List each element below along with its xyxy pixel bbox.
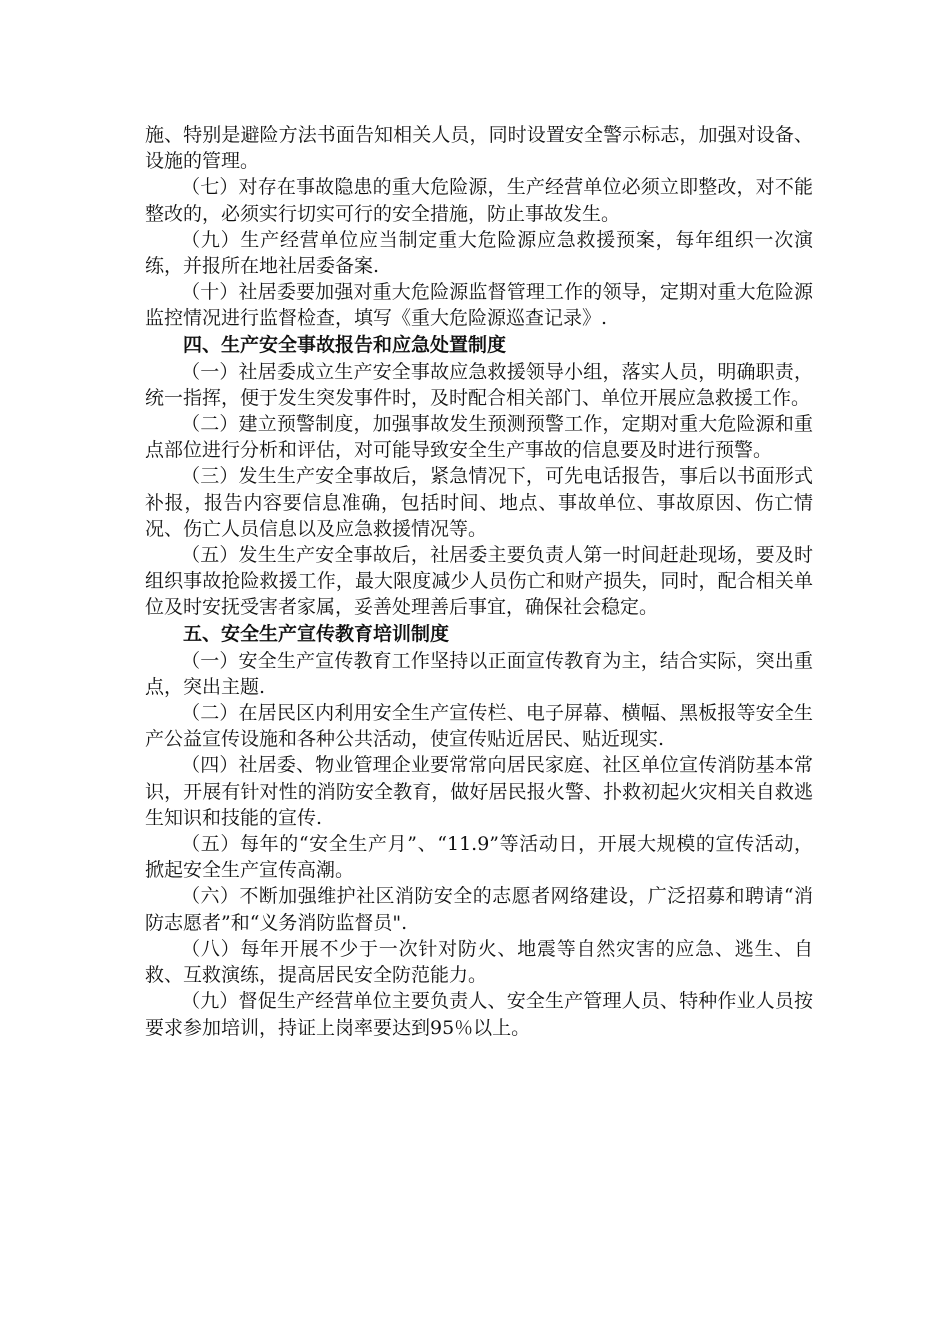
paragraph-s5-item-4: （四）社居委、物业管理企业要常常向居民家庭、社区单位宣传消防基本常识，开展有针对性的消防安全教育，做好居民报火警、扑救初起火灾相关自救逃生知识和技能的宣传. (145, 754, 813, 829)
paragraph-s4-item-1: （一）社居委成立生产安全事故应急救援领导小组，落实人员，明确职责，统一指挥，便于发生突发事件时，及时配合相关部门、单位开展应急救援工作。 (145, 360, 813, 409)
paragraph-item-7: （七）对存在事故隐患的重大危险源，生产经营单位必须立即整改，对不能整改的，必须实行切实可行的安全措施，防止事故发生。 (145, 176, 813, 225)
paragraph-s5-item-9: （九）督促生产经营单位主要负责人、安全生产管理人员、特种作业人员按要求参加培训，持证上岗率要达到95％以上。 (145, 990, 813, 1039)
paragraph-item-9: （九）生产经营单位应当制定重大危险源应急救援预案，每年组织一次演练，并报所在地社居委备案. (145, 228, 813, 278)
paragraph-s5-item-2: （二）在居民区内利用安全生产宣传栏、电子屏幕、横幅、黑板报等安全生产公益宣传设施和各种公共活动，使宣传贴近居民、贴近现实. (145, 702, 813, 751)
paragraph-s5-item-1: （一）安全生产宣传教育工作坚持以正面宣传教育为主，结合实际，突出重点，突出主题. (145, 649, 813, 698)
paragraph-continued: 施、特别是避险方法书面告知相关人员，同时设置安全警示标志，加强对设备、设施的管理。 (145, 124, 813, 173)
paragraph-s4-item-3: （三）发生生产安全事故后，紧急情况下，可先电话报告，事后以书面形式补报，报告内容要信息准确，包括时间、地点、事故单位、事故原因、伤亡情况、伤亡人员信息以及应急救援情况等。 (145, 465, 813, 540)
paragraph-s5-item-6: （六）不断加强维护社区消防安全的志愿者网络建设，广泛招募和聘请“消防志愿者”和“义务消防监督员". (145, 885, 813, 934)
section-heading-5: 五、安全生产宣传教育培训制度 (183, 622, 450, 645)
paragraph-s4-item-2: （二）建立预警制度，加强事故发生预测预警工作，定期对重大危险源和重点部位进行分析和评估，对可能导致安全生产事故的信息要及时进行预警。 (145, 413, 813, 462)
paragraph-s5-item-8: （八）每年开展不少于一次针对防火、地震等自然灾害的应急、逃生、自救、互救演练，提高居民安全防范能力。 (145, 937, 813, 987)
paragraph-s5-item-5: （五）每年的“安全生产月”、“11.9”等活动日，开展大规模的宣传活动，掀起安全生产宣传高潮。 (145, 833, 813, 882)
paragraph-s4-item-5: （五）发生生产安全事故后，社居委主要负责人第一时间赶赴现场，要及时组织事故抢险救援工作，最大限度减少人员伤亡和财产损失，同时，配合相关单位及时安抚受害者家属，妥善处理善后事宜，确保社会稳定。 (145, 544, 813, 619)
section-heading-4: 四、生产安全事故报告和应急处置制度 (183, 333, 507, 356)
paragraph-item-10: （十）社居委要加强对重大危险源监督管理工作的领导，定期对重大危险源监控情况进行监督检查，填写《重大危险源巡查记录》. (145, 281, 813, 330)
document-page (145, 122, 813, 1041)
